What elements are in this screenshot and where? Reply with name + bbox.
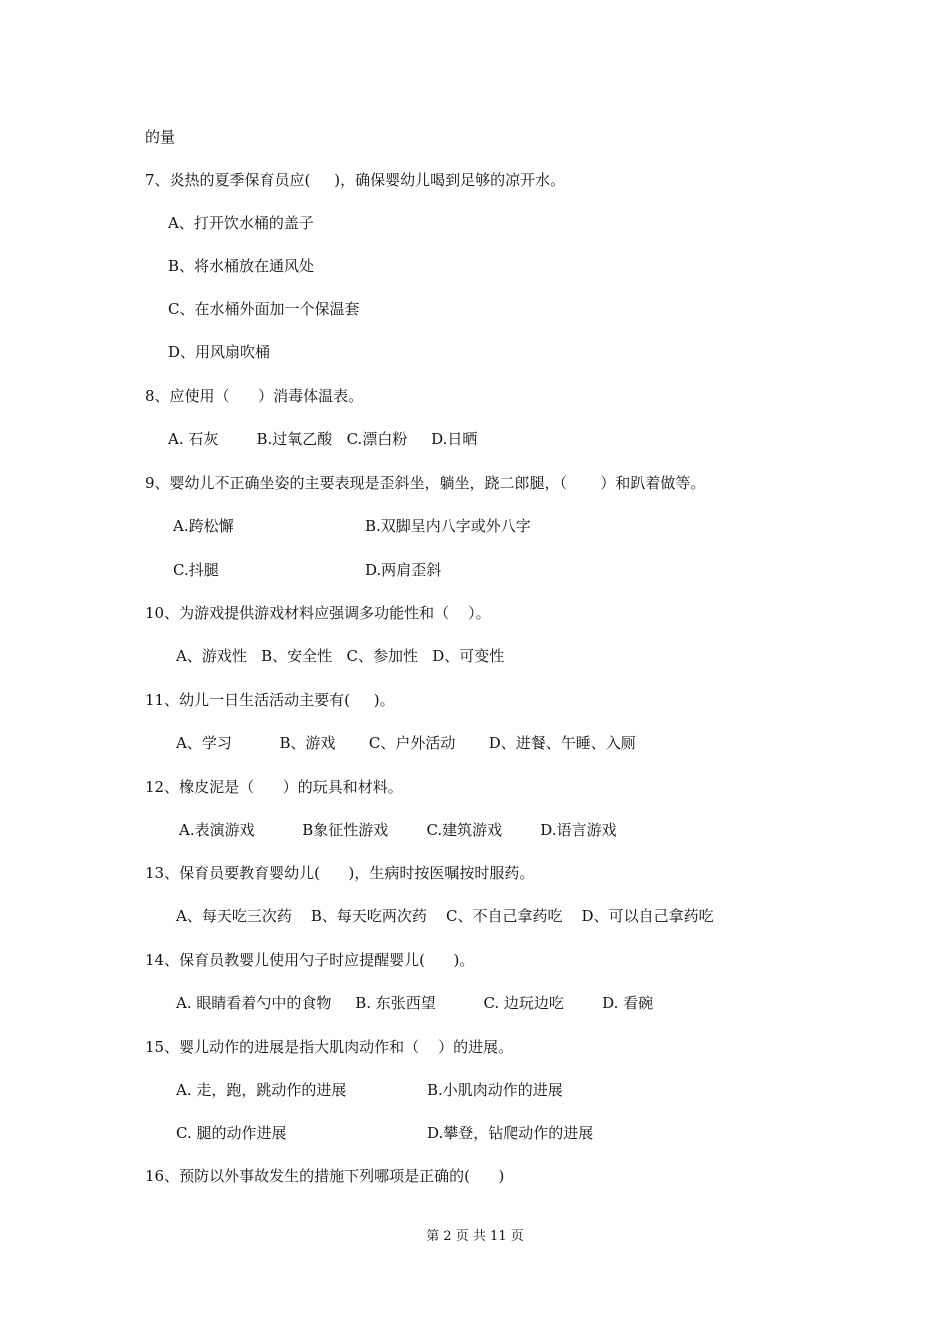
question-13-options: A、每天吃三次药 B、每天吃两次药 C、不自己拿药吃 D、可以自己拿药吃 [176,907,714,925]
question-9-option-a: A.跨松懈 [173,517,234,535]
question-7-option-a: A、打开饮水桶的盖子 [168,214,314,232]
question-15-option-a: A. 走，跑，跳动作的进展 [176,1081,347,1099]
question-9-option-d: D.两肩歪斜 [365,561,442,579]
question-15: 15、婴儿动作的进展是指大肌肉动作和（ ）的进展。 [145,1038,514,1056]
question-7-option-b: B、将水桶放在通风处 [168,257,315,275]
question-8: 8、应使用（ ）消毒体温表。 [145,387,364,405]
question-15-option-c: C. 腿的动作进展 [176,1124,287,1142]
question-8-options: A. 石灰 B.过氧乙酸 C.漂白粉 D.日晒 [168,430,478,448]
question-15-option-d: D.攀登，钻爬动作的进展 [427,1124,594,1142]
question-7-option-d: D、用风扇吹桶 [168,343,271,361]
question-14: 14、保育员教婴儿使用勺子时应提醒婴儿( )。 [145,951,475,969]
question-13: 13、保育员要教育婴幼儿( )，生病时按医嘱按时服药。 [145,864,535,882]
question-14-options: A. 眼睛看着勺中的食物 B. 东张西望 C. 边玩边吃 D. 看碗 [176,994,654,1012]
question-9: 9、婴幼儿不正确坐姿的主要表现是歪斜坐，躺坐，跷二郎腿，（ ）和趴着做等。 [145,474,706,492]
question-9-option-c: C.抖腿 [173,561,219,579]
page-footer: 第 2 页 共 11 页 [426,1229,524,1244]
question-12: 12、橡皮泥是（ ）的玩具和材料。 [145,778,403,796]
question-16: 16、预防以外事故发生的措施下列哪项是正确的( ) [145,1167,505,1185]
question-10: 10、为游戏提供游戏材料应强调多功能性和（ ）。 [145,604,491,622]
question-7-option-c: C、在水桶外面加一个保温套 [168,300,360,318]
question-10-options: A、游戏性 B、安全性 C、参加性 D、可变性 [176,647,505,665]
question-15-option-b: B.小肌肉动作的进展 [427,1081,563,1099]
question-7: 7、炎热的夏季保育员应( )，确保婴幼儿喝到足够的凉开水。 [145,171,566,189]
question-12-options: A.表演游戏 B象征性游戏 C.建筑游戏 D.语言游戏 [179,821,617,839]
question-11-options: A、学习 B、游戏 C、户外活动 D、进餐、午睡、入厕 [176,734,636,752]
question-11: 11、幼儿一日生活活动主要有( )。 [145,691,395,709]
question-9-option-b: B.双脚呈内八字或外八字 [365,517,531,535]
continued-text: 的量 [145,128,176,146]
